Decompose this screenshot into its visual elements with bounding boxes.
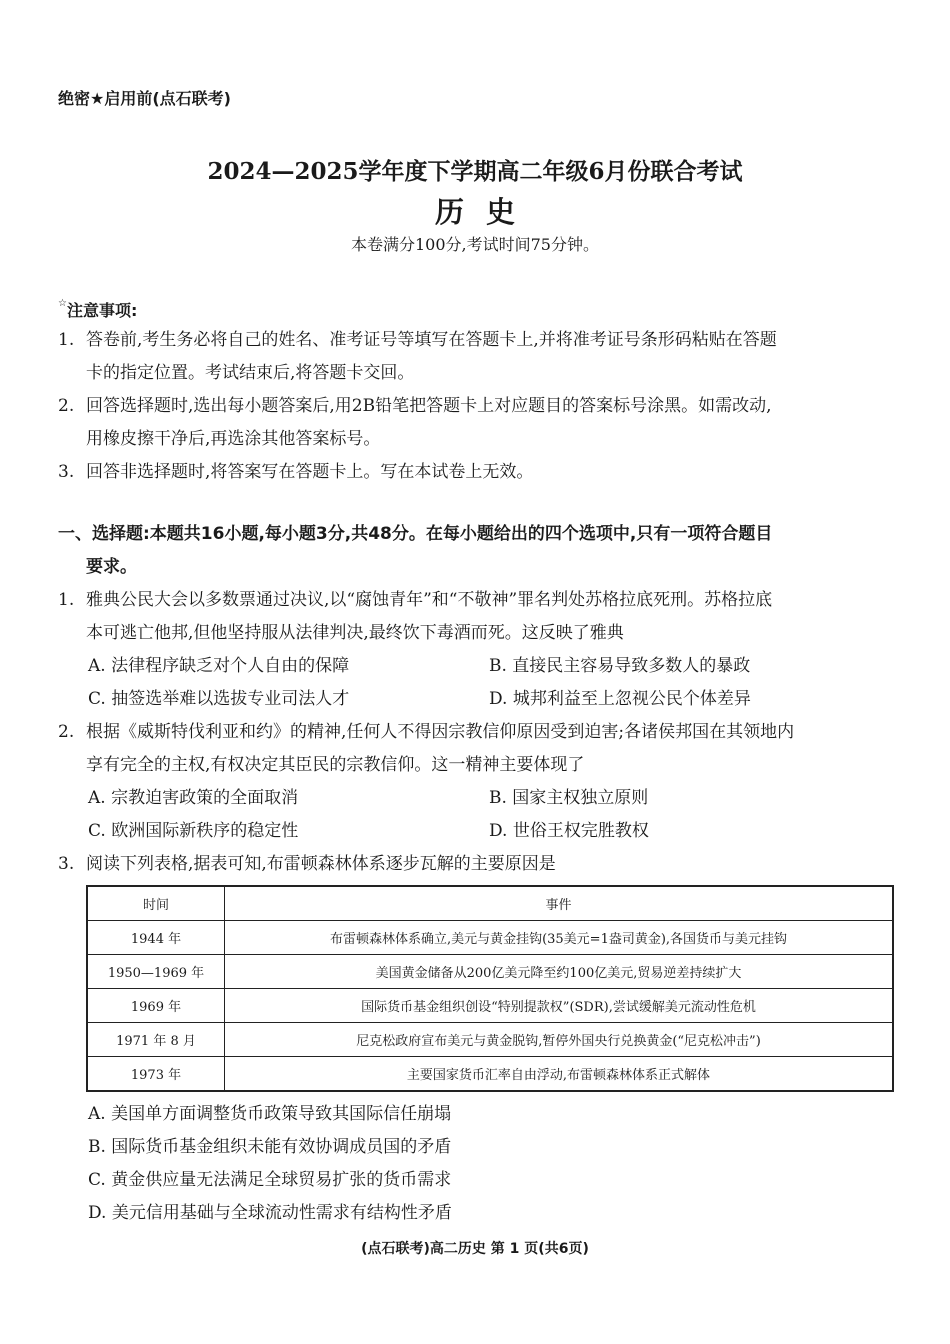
notice-title: 注意事项: xyxy=(66,301,138,320)
notice-line: 用橡皮擦干净后,再选涂其他答案标号。 xyxy=(86,429,381,449)
exam-info: 本卷满分100分,考试时间75分钟。 xyxy=(351,235,599,254)
option-a[interactable]: A. 美国单方面调整货币政策导致其国际信任崩塌 xyxy=(88,1104,452,1124)
notice-line: 回答选择题时,选出每小题答案后,用2B铅笔把答题卡上对应题目的答案标号涂黑。如需改动, xyxy=(86,396,772,416)
option-c[interactable]: C. 欧洲国际新秩序的稳定性 xyxy=(88,821,299,841)
table-cell-event: 尼克松政府宣布美元与黄金脱钩,暂停外国央行兑换黄金(“尼克松冲击”) xyxy=(225,1023,894,1057)
table-header-time: 时间 xyxy=(87,886,225,921)
table-cell-event: 国际货币基金组织创设“特别提款权”(SDR),尝试缓解美元流动性危机 xyxy=(225,989,894,1023)
notice-heading xyxy=(58,298,137,321)
option-d[interactable]: D. 世俗王权完胜教权 xyxy=(489,821,649,841)
option-a[interactable]: A. 宗教迫害政策的全面取消 xyxy=(88,788,299,808)
option-d[interactable]: D. 美元信用基础与全球流动性需求有结构性矛盾 xyxy=(88,1203,452,1223)
option-b[interactable]: B. 直接民主容易导致多数人的暴政 xyxy=(489,656,751,676)
table-row xyxy=(87,1023,893,1057)
question-stem: 享有完全的主权,有权决定其臣民的宗教信仰。这一精神主要体现了 xyxy=(86,755,585,775)
page-footer: (点石联考)高二历史 第 1 页(共6页) xyxy=(361,1241,589,1257)
question-stem: 雅典公民大会以多数票通过决议,以“腐蚀青年”和“不敬神”罪名判处苏格拉底死刑。苏格拉底 xyxy=(86,590,773,610)
table-cell-event: 布雷顿森林体系确立,美元与黄金挂钩(35美元=1盎司黄金),各国货币与美元挂钩 xyxy=(225,921,894,955)
question-stem: 阅读下列表格,据表可知,布雷顿森林体系逐步瓦解的主要原因是 xyxy=(86,854,556,874)
option-d[interactable]: D. 城邦利益至上忽视公民个体差异 xyxy=(489,689,751,709)
notice-line: 卡的指定位置。考试结束后,将答题卡交回。 xyxy=(86,363,415,383)
notice-number: 3. xyxy=(58,462,75,482)
exam-title: 2024—2025学年度下学期高二年级6月份联合考试 xyxy=(207,158,743,185)
table-cell-time: 1973 年 xyxy=(87,1057,225,1092)
table-row xyxy=(87,955,893,989)
confidential-label: 绝密★启用前(点石联考) xyxy=(58,89,231,108)
option-b[interactable]: B. 国际货币基金组织未能有效协调成员国的矛盾 xyxy=(88,1137,452,1157)
table-cell-time: 1969 年 xyxy=(87,989,225,1023)
option-b[interactable]: B. 国家主权独立原则 xyxy=(489,788,649,808)
table-cell-time: 1971 年 8 月 xyxy=(87,1023,225,1057)
table-header-row xyxy=(87,886,893,921)
question-number: 3. xyxy=(58,854,75,874)
question-number: 2. xyxy=(58,722,75,742)
notice-line: 回答非选择题时,将答案写在答题卡上。写在本试卷上无效。 xyxy=(86,462,534,482)
question-stem: 根据《威斯特伐利亚和约》的精神,任何人不得因宗教信仰原因受到迫害;各诸侯邦国在其领地内 xyxy=(86,722,795,742)
table-row xyxy=(87,989,893,1023)
section-heading: 一、选择题:本题共16小题,每小题3分,共48分。在每小题给出的四个选项中,只有一项符合题目 xyxy=(58,524,773,544)
notice-line: 答卷前,考生务必将自己的姓名、准考证号等填写在答题卡上,并将准考证号条形码粘贴在答题 xyxy=(86,330,777,350)
table-cell-time: 1944 年 xyxy=(87,921,225,955)
table-cell-time: 1950—1969 年 xyxy=(87,955,225,989)
events-table xyxy=(86,885,894,1092)
table-header-event: 事件 xyxy=(225,886,894,921)
option-c[interactable]: C. 抽签选举难以选拔专业司法人才 xyxy=(88,689,350,709)
section-heading-cont: 要求。 xyxy=(86,557,137,577)
option-a[interactable]: A. 法律程序缺乏对个人自由的保障 xyxy=(88,656,350,676)
table-cell-event: 美国黄金储备从200亿美元降至约100亿美元,贸易逆差持续扩大 xyxy=(225,955,894,989)
notice-number: 1. xyxy=(58,330,75,350)
notice-number: 2. xyxy=(58,396,75,416)
question-stem: 本可逃亡他邦,但他坚持服从法律判决,最终饮下毒酒而死。这反映了雅典 xyxy=(86,623,624,643)
table-row xyxy=(87,1057,893,1092)
table-cell-event: 主要国家货币汇率自由浮动,布雷顿森林体系正式解体 xyxy=(225,1057,894,1092)
subject-title: 历史 xyxy=(434,195,537,229)
table-row xyxy=(87,921,893,955)
star-icon: ☆ xyxy=(58,298,67,309)
question-number: 1. xyxy=(58,590,75,610)
option-c[interactable]: C. 黄金供应量无法满足全球贸易扩张的货币需求 xyxy=(88,1170,452,1190)
